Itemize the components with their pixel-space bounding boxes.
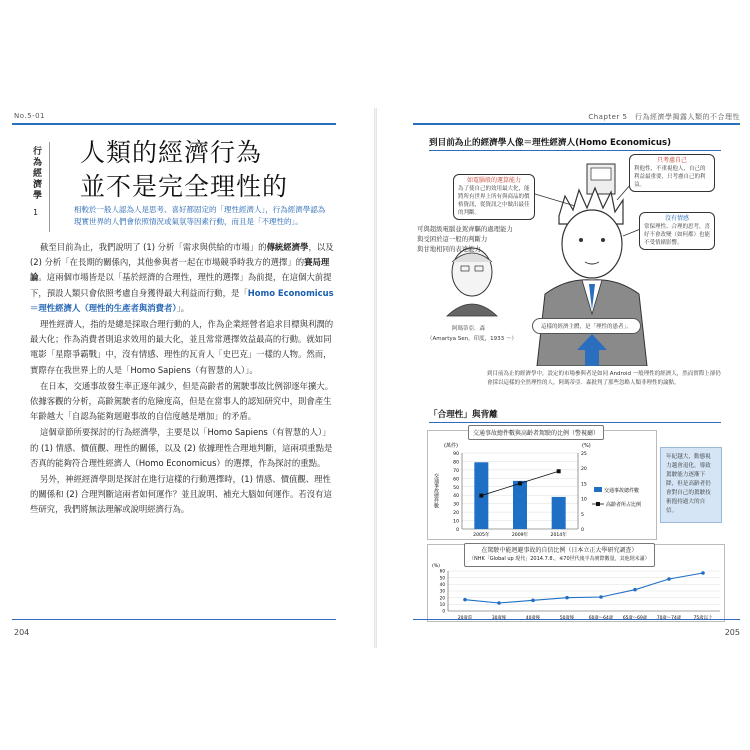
- left-eye-icon: [579, 238, 583, 242]
- chart-1-ytick-right: 20: [581, 467, 587, 473]
- left-page-number: 204: [14, 628, 30, 637]
- bubble-computing-text: 為了使自己的效用最大化，能將所有世界上所有與商品的價格資訊，從資訊之中做出最佳的判斷。: [458, 186, 530, 216]
- title-line-1: 人類的經濟行為: [80, 138, 263, 167]
- chart-2-ytick: 0: [442, 608, 445, 614]
- chart-1-ytick-right: 15: [581, 482, 587, 488]
- right-header-rule: [413, 123, 740, 125]
- chart-1-ytick-left: 0: [456, 528, 459, 533]
- bubble-no-emotion: [639, 212, 715, 250]
- section-2-rule: [429, 422, 721, 423]
- chart-1-ytick-left: 40: [453, 494, 459, 500]
- chapter-tab-text: 行為經濟學: [31, 146, 41, 201]
- p1-bold-game-theory: 賽局理論: [30, 257, 330, 283]
- paragraph-5: 另外，神經經濟學則是探討在進行這樣的行動選擇時，(1) 情感、價值觀、理性的關係和 (2) 合理判斷這兩者如何運作？並且說明、補充大腦如何運作。若沒有這些研究，我們將無法理解或說明經濟行為。: [30, 474, 332, 515]
- chart-1-bar: [513, 481, 527, 529]
- chart-1-title: 交通事故總件數與高齡者駕駛的比例（警視廳）: [468, 425, 604, 440]
- right-eye-icon: [601, 238, 605, 242]
- sen-shoulders-icon: [447, 304, 497, 316]
- chart-2-line-point: [701, 571, 705, 575]
- chart-1-container: [427, 430, 657, 540]
- chart-1-ytick-left: 80: [453, 460, 459, 466]
- chart-1-ytick-left: 70: [453, 468, 459, 474]
- chart-2-line-point: [599, 595, 603, 599]
- chart-2-ytick: 40: [439, 581, 445, 587]
- page-subtitle: 相較於一般人認為人是思考、喜好都固定的「理性經濟人」，行為經濟學認為現實世界的人們會依照情況或氣氛等因素行動，而且是「不理性的」。: [74, 205, 326, 226]
- chart-1-ytick-right: 0: [581, 528, 584, 533]
- right-footer-rule: [413, 619, 740, 620]
- right-page-header: Chapter 5 行為經濟學揭露人類的不合理性: [588, 113, 740, 121]
- sen-caption-detail: （Amartya Sen，印度，1933 ～）: [427, 336, 517, 342]
- chart-2-title-box: [464, 543, 655, 567]
- homo-economicus-illustration: [417, 154, 717, 366]
- chart-1-ytick-right: 5: [581, 512, 584, 518]
- left-header-rule: [12, 123, 336, 125]
- bubble-computing: [453, 174, 535, 220]
- left-page-header: No.5-01: [14, 112, 46, 120]
- chart-1-xtick: 2014年: [550, 533, 567, 538]
- paragraph-2: 理性經濟人，指的是總是採取合理行動的人，作為企業經營者追求目標與利潤的最大化；作為消費者則追求效用的最大化，並且常常選擇效益最高的行動。就如同電影「星際爭霸戰」中，沒有情感、理性的瓦肯人「史巴克」一樣的人物。然而，實際存在我世界上的人是「Homo Sapiens（有智慧的人）」。: [30, 319, 334, 375]
- chart-1-ytick-left: 10: [453, 519, 459, 525]
- speech-bubble: 這樣的經濟主體，是「理性的愚者」。: [532, 318, 641, 334]
- chart-1-xtick: 2005年: [473, 533, 490, 538]
- bubble-no-emotion-title: 沒有情感: [664, 215, 689, 222]
- bubble-no-emotion-text: 常保理性、合理的思考，喜好不會改變（如何都）也能不受情緒影響。: [644, 224, 711, 246]
- section-1-title: 到目前為止的經濟學人像＝理性經濟人(Homo Economicus): [429, 138, 672, 148]
- chart-2-ytick: 10: [439, 601, 445, 607]
- section-1-rule: [429, 150, 721, 151]
- chart-2-line-point: [497, 601, 501, 605]
- p1-bold-traditional: 傳統經濟學: [266, 242, 309, 252]
- chart-2-line-point: [531, 599, 535, 603]
- title-line-2: 並不是完全理性的: [80, 172, 289, 201]
- p1-text-c: ，以及 (2) 分析「在長期的關係內，其他參與者一起在市場競爭時我方的選擇」的: [30, 242, 334, 268]
- chart-2-title: 在駕駛中能迴避事故的自信比例（日本立正大學研究調查）: [481, 547, 638, 554]
- chart-1-ytick-left: 60: [453, 477, 459, 483]
- paragraph-4: 這個章節所要探討的行為經濟學，主要是以「Homo Sapiens（有智慧的人）」的 (1) 情感、價值觀、理性的關係，以及 (2) 依據理性合理地判斷，這兩項重點是否真的能夠符合理性經濟人（Homo Economicus）的選擇，作為探討的重點。: [30, 427, 333, 468]
- chart-2-ytick: 20: [439, 595, 445, 601]
- p1-text-g: 」。: [176, 302, 190, 313]
- chart-2-line-point: [463, 598, 467, 602]
- chart-1-ylabel-vertical: 交通事故總件數: [433, 473, 439, 508]
- chart-1-svg: [428, 431, 658, 541]
- chart-1-ytick-right: 25: [581, 452, 587, 457]
- chart-1-legend-swatch-bar: [594, 487, 602, 492]
- chart-1-ytick-left: 20: [453, 511, 459, 517]
- chart-2-line-point: [667, 577, 671, 581]
- chart-1-sidebox: 年紀越大，動態視力越會退化，導致駕駛能力逐漸下降，但是高齡者仍會對自己的駕駛技術抱持過大的自信。: [660, 447, 722, 523]
- chart-1-line-point: [557, 469, 561, 473]
- chart-2-line-point: [565, 596, 569, 600]
- bubble-self-interest: [629, 154, 715, 192]
- chart-1-legend-bar: 交通事故總件數: [604, 488, 640, 494]
- computer-screen-icon: [591, 168, 611, 180]
- p1-text-e: 。這兩個市場皆是以「基於經濟的合理性，理性的選擇」為前提，在這個大前提下，預設人類只會依照考慮自身獲得最大利益而行動，是「: [30, 272, 332, 298]
- chart-2-ytick: 30: [439, 588, 445, 594]
- chapter-tab-number: 1: [33, 208, 39, 217]
- chart-1-line-point: [518, 481, 522, 485]
- chart-1-ytick-left: 50: [453, 485, 459, 491]
- sen-caption: 阿瑪蒂亞．森: [452, 326, 486, 332]
- side-note: 可與超級電腦並駕齊驅的處理能力 與受困於這一般的判斷力 與甘地相同的表達能力: [417, 225, 513, 253]
- chart-1-bar: [552, 497, 566, 529]
- chart-2-container: [427, 544, 725, 622]
- left-footer-rule: [12, 619, 336, 620]
- bubble-self-interest-text: 利他性、不重視他人，自己的利益最重要，只考慮自己的利益。: [634, 166, 706, 188]
- chart-1-line-point: [479, 494, 483, 498]
- p1-blue-homo-economicus: Homo Economicus＝理性經濟人（理性的生產者與消費者）: [30, 287, 334, 313]
- chart-1-xtick: 2009年: [511, 533, 529, 538]
- chart-1-ylabel-left: (萬件): [444, 443, 458, 449]
- chart-1-ytick-left: 90: [453, 452, 459, 457]
- bubble-computing-title: 如電腦般的運算能力: [466, 177, 521, 184]
- chart-1-ytick-left: 30: [453, 502, 459, 508]
- right-page: [377, 112, 746, 642]
- chart-2-line-point: [633, 588, 637, 592]
- body-text: [30, 240, 335, 519]
- chart-2-subtitle: （NHK「Global up 現代」2014.7.8.，※70世代後半為實際數量，其他則未滿）: [469, 556, 650, 562]
- chart-2-ylabel: (%): [432, 564, 440, 569]
- bubble-self-interest-title: 只考慮自己: [656, 157, 687, 164]
- illustration-explanation: 到目前為止的經濟學中，設定的市場參與者是如同 Android 一般理性的經濟人，然而實際上卻仍會採以這樣的全然理性的人，阿瑪蒂亞．森批判了那些忽略人類非理性的論點。: [487, 371, 721, 386]
- paragraph-1: [30, 240, 335, 316]
- right-page-number: 205: [724, 628, 740, 637]
- chart-1-legend-line: 高齡者所占比例: [606, 502, 642, 508]
- chart-1-ytick-right: 10: [581, 497, 587, 503]
- paragraph-3: 在日本，交通事故發生率正逐年減少，但是高齡者的駕駛事故比例卻逐年擴大。依據客觀的分析，高齡駕駛者的危險度高，但是在當事人的認知研究中，則會產生年齡越大「自認為能夠迴避事故的自信度越是增加」的矛盾。: [30, 380, 334, 422]
- chart-2-ytick: 50: [439, 575, 445, 581]
- connector-line-1: [535, 194, 575, 206]
- page-title: [80, 136, 288, 204]
- p1-text-a: 截至目前為止，我們說明了 (1) 分析「需求與供給的市場」的: [40, 242, 267, 252]
- chart-2-ytick: 60: [439, 568, 445, 574]
- man-face-icon: [562, 210, 622, 278]
- chart-1-ylabel-right: (%): [582, 443, 591, 449]
- left-page: [4, 112, 374, 642]
- section-2-title: 「合理性」與背離: [429, 410, 498, 420]
- chart-1-legend-swatch-point: [596, 502, 600, 506]
- chapter-tab: [24, 142, 50, 232]
